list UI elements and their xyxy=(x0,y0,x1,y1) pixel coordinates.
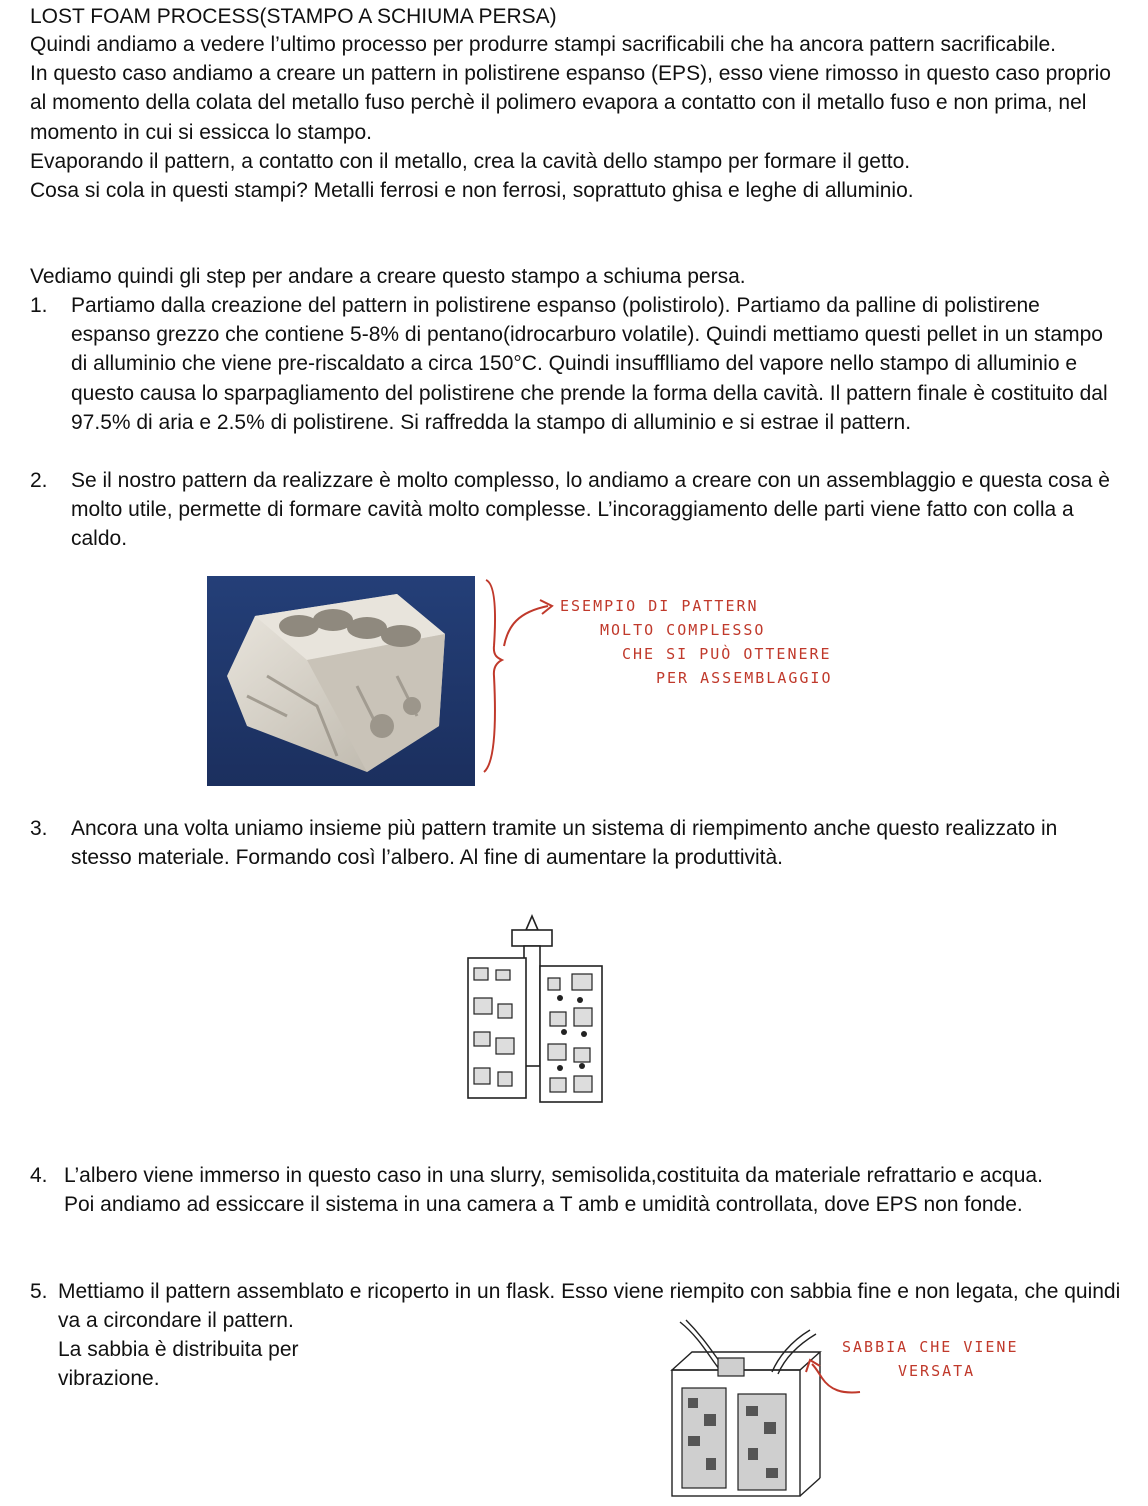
sand-note-line-1: SABBIA CHE VIENE xyxy=(842,1338,1019,1356)
intro-section xyxy=(30,30,1125,205)
flask-sand-drawing xyxy=(660,1318,830,1500)
step-text: Ancora una volta uniamo insieme più pattern tramite un sistema di riempimento anche questo realizzato in stesso materiale. Formando così l’albero. Al fine di aumentare la produttività. xyxy=(71,817,1058,870)
pattern-note-line-3: CHE SI PUÒ OTTENERE xyxy=(622,645,832,663)
intro-paragraph-1: Quindi andiamo a vedere l’ultimo processo per produrre stampi sacrificabili che ha ancora pattern sacrificabile. xyxy=(30,33,1057,56)
step-number: 2. xyxy=(30,469,48,492)
step-number: 5. xyxy=(30,1280,48,1303)
step-text: Se il nostro pattern da realizzare è molto complesso, lo andiamo a creare con un assemblaggio e questa cosa è molto utile, permette di formare cavità molto complesse. L’incoraggiamento delle parti viene fatto con colla a caldo. xyxy=(71,469,1110,551)
document-title: LOST FOAM PROCESS(STAMPO A SCHIUMA PERSA) xyxy=(30,5,557,28)
step-number: 3. xyxy=(30,817,48,840)
step-number: 4. xyxy=(30,1164,48,1187)
pattern-note-line-4: PER ASSEMBLAGGIO xyxy=(656,669,833,687)
step-text: Mettiamo il pattern assemblato e ricoperto in un flask. Esso viene riempito con sabbia fine e non legata, che quindi va a circondare il pattern. xyxy=(58,1280,1121,1333)
pattern-tree-drawing xyxy=(460,908,620,1108)
intro-paragraph-2: In questo caso andiamo a creare un pattern in polistirene espanso (EPS), esso viene rimosso in questo caso proprio al momento della colata del metallo fuso perchè il polimero evapora a contatto con il metallo fuso e non prima, nel momento in cui si essicca lo stampo. xyxy=(30,62,1111,144)
step-text: La sabbia è distribuita per vibrazione. xyxy=(58,1338,299,1391)
pattern-note-line-1: ESEMPIO DI PATTERN xyxy=(560,597,759,615)
sand-note-line-2: VERSATA xyxy=(898,1362,976,1380)
brace-arrow xyxy=(478,576,568,776)
step-text: L’albero viene immerso in questo caso in una slurry, semisolida,costituita da materiale refrattario e acqua. Poi andiamo ad essiccare il sistema in una camera a T amb e umidità controllata, dove EPS non fonde. xyxy=(64,1164,1043,1217)
engine-block-photo xyxy=(207,576,475,786)
steps-intro: Vediamo quindi gli step per andare a creare questo stampo a schiuma persa. xyxy=(30,265,746,288)
intro-paragraph-4: Cosa si cola in questi stampi? Metalli ferrosi e non ferrosi, soprattuto ghisa e leghe di alluminio. xyxy=(30,179,914,203)
pattern-note-line-2: MOLTO COMPLESSO xyxy=(600,621,766,639)
sand-arrow xyxy=(790,1352,870,1398)
step-number: 1. xyxy=(30,294,48,317)
step-text: Partiamo dalla creazione del pattern in polistirene espanso (polistirolo). Partiamo da palline di polistirene espanso grezzo che contiene 5-8% di pentano(idrocarburo volatile). Quindi mettiamo questi pellet in un stampo di alluminio che viene pre-riscaldato a circa 150°C. Quindi insufflliamo del vapore nello stampo di alluminio e questo causa lo sparpagliamento del polistirene che prende la forma della cavità. Il pattern finale è costituito dal 97.5% di aria e 2.5% di polistirene. Si raffredda la stampo di alluminio e si estrae il pattern. xyxy=(71,294,1108,434)
intro-paragraph-3: Evaporando il pattern, a contatto con il metallo, crea la cavità dello stampo per formare il getto. xyxy=(30,149,911,173)
